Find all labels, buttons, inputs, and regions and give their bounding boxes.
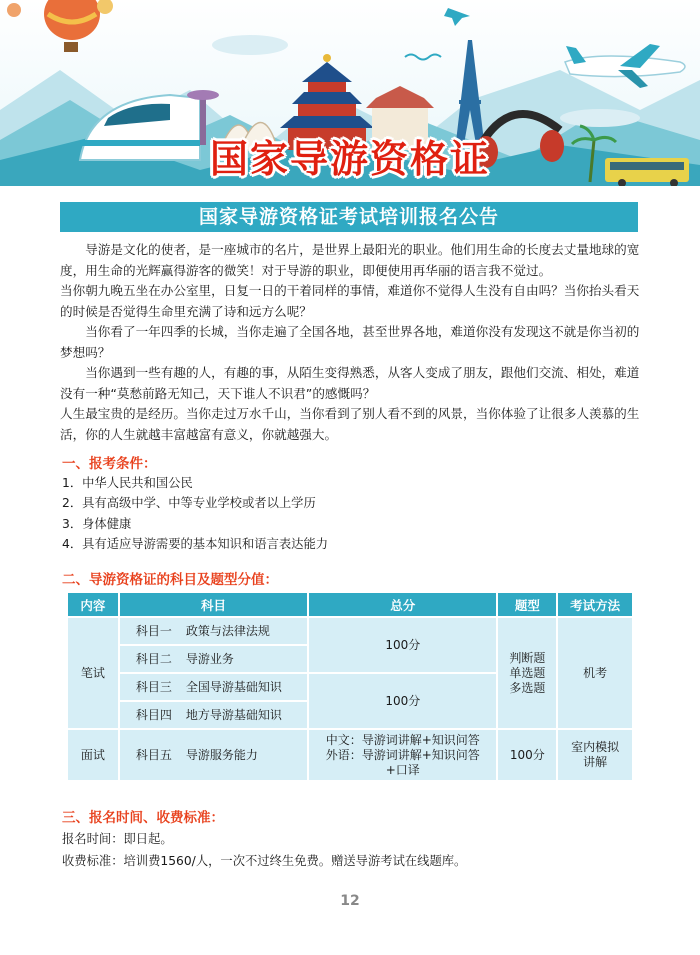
header-banner [0, 0, 700, 186]
subject-cell [119, 617, 308, 645]
registration-time: 报名时间：即日起。 [62, 832, 173, 846]
score-cell [308, 729, 497, 781]
banner-title: 国家导游资格证 [209, 137, 490, 181]
interview-content-line: 外语：导游词讲解+知识问答 [325, 747, 480, 762]
score-cell: 100分 [308, 617, 497, 673]
content-cell: 面试 [67, 729, 119, 781]
column-header: 科目 [119, 592, 308, 617]
question-type: 多选题 [509, 680, 546, 695]
subject-code: 科目二 [135, 651, 172, 666]
list-item: 2．具有高级中学、中等专业学校或者以上学历 [62, 496, 316, 511]
subject-name: 全国导游基础知识 [185, 679, 282, 694]
content-cell: 笔试 [67, 617, 119, 729]
score-cell: 100分 [308, 673, 497, 729]
section-title-subjects: 二、导游资格证的科目及题型分值： [62, 572, 278, 588]
exam-subjects-table [66, 591, 634, 782]
subject-cell [119, 673, 308, 701]
method-line: 室内模拟 [571, 740, 620, 754]
method-cell: 机考 [557, 617, 633, 729]
method-line: 讲解 [583, 755, 608, 769]
question-type: 判断题 [509, 650, 546, 665]
intro-paragraph: 当你遇到一些有趣的人，有趣的事，从陌生变得熟悉，从客人变成了朋友，跟他们交流、相处，难道没有一种“莫愁前路无知己，天下谁人不识君”的感慨吗？ [60, 365, 640, 401]
subject-name: 导游服务能力 [185, 747, 258, 762]
interview-content-line: +口译 [385, 762, 420, 777]
column-header: 总分 [308, 592, 497, 617]
page-number: 12 [340, 893, 360, 909]
intro-text [60, 240, 648, 445]
list-item: 1．中华人民共和国公民 [62, 476, 193, 490]
method-cell [557, 729, 633, 781]
registration-fee: 收费标准：培训费1560/人，一次不过终生免费。赠送导游考试在线题库。 [62, 854, 467, 868]
interview-content-line: 中文：导游词讲解+知识问答 [325, 732, 480, 747]
notice-title: 国家导游资格证考试培训报名公告 [60, 202, 638, 232]
subject-code: 科目一 [135, 623, 172, 638]
section-title-registration: 三、报名时间、收费标准： [62, 810, 224, 826]
table-row [67, 617, 633, 645]
requirements-list [62, 473, 328, 554]
question-type-cell [497, 617, 557, 729]
subject-name: 政策与法律法规 [185, 623, 270, 638]
intro-paragraph: 当你朝九晚五坐在办公室里，日复一日的干着同样的事情，难道你不觉得人生没有自由吗？当你抬头看天的时候是否觉得生命里充满了诗和远方么呢？ [60, 283, 640, 319]
column-header: 考试方法 [557, 592, 633, 617]
list-item: 3．身体健康 [62, 516, 132, 531]
column-header: 题型 [497, 592, 557, 617]
subject-name: 导游业务 [185, 651, 234, 666]
intro-paragraph: 人生最宝贵的是经历。当你走过万水千山，当你看到了别人看不到的风景，当你体验了让很多人羡慕的生活，你的人生就越丰富越富有意义，你就越强大。 [60, 406, 640, 442]
column-header: 内容 [67, 592, 119, 617]
subject-name: 地方导游基础知识 [185, 707, 282, 722]
list-item: 4．具有适应导游需要的基本知识和语言表达能力 [62, 536, 329, 551]
subject-cell [119, 729, 308, 781]
subject-code: 科目五 [135, 747, 172, 762]
intro-paragraph: 导游是文化的使者，是一座城市的名片，是世界上最阳光的职业。他们用生命的长度去丈量地球的宽度，用生命的光辉赢得游客的微笑！对于导游的职业，即便使用再华丽的语言我不觉过。 [60, 242, 640, 278]
subject-cell [119, 701, 308, 729]
table-header-row [67, 592, 633, 617]
subject-code: 科目三 [135, 679, 172, 694]
section-title-requirements: 一、报考条件： [62, 456, 157, 472]
subject-cell [119, 645, 308, 673]
registration-info [62, 828, 466, 872]
subject-code: 科目四 [135, 707, 172, 722]
table-row [67, 729, 633, 781]
question-type-cell: 100分 [497, 729, 557, 781]
intro-paragraph: 当你看了一年四季的长城，当你走遍了全国各地，甚至世界各地，难道你没有发现这不就是你当初的梦想吗？ [60, 324, 640, 360]
question-type: 单选题 [509, 665, 546, 680]
